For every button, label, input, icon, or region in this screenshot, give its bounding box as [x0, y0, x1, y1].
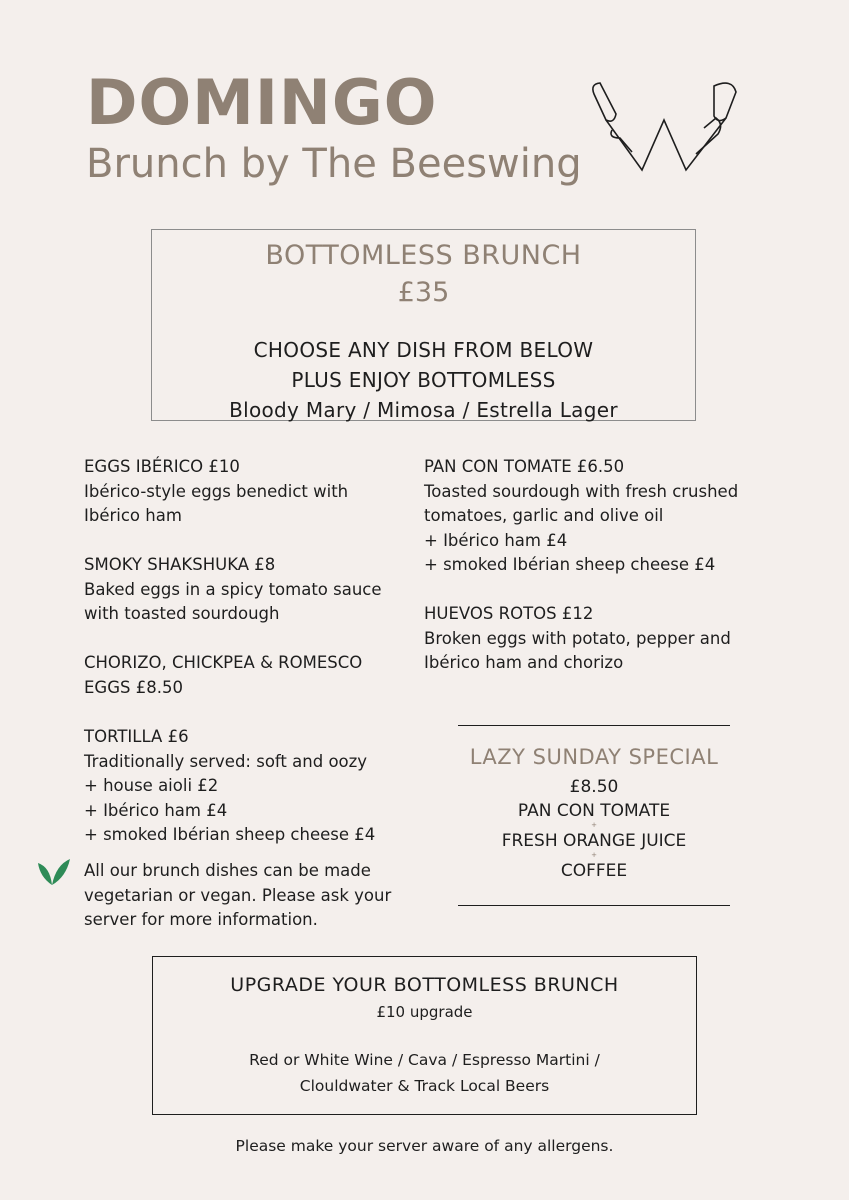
menu-item-eggs-iberico — [84, 455, 348, 529]
bottomless-line: Bloody Mary / Mimosa / Estrella Lager — [229, 398, 618, 422]
menu-item-title: PAN CON TOMATE £6.50 — [424, 457, 625, 476]
bottomless-line: PLUS ENJOY BOTTOMLESS — [291, 368, 556, 392]
bottomless-line: CHOOSE ANY DISH FROM BELOW — [253, 338, 594, 362]
special-item: PAN CON TOMATE — [517, 801, 671, 821]
special-separator: + — [591, 851, 597, 859]
special-divider-top — [458, 725, 730, 726]
special-separator: + — [591, 821, 597, 829]
menu-item-addon: + Ibérico ham £4 — [424, 530, 568, 550]
menu-item-addon: + house aioli £2 — [84, 776, 219, 795]
menu-item-desc: tomatoes, garlic and olive oil — [424, 506, 664, 525]
menu-item-addon: + Ibérico ham £4 — [84, 800, 228, 820]
menu-item-desc: Broken eggs with potato, pepper and — [424, 628, 731, 648]
menu-item-addon: + smoked Ibérian sheep cheese £4 — [424, 555, 716, 574]
special-item: COFFEE — [560, 861, 628, 881]
allergen-footer: Please make your server aware of any allergens. — [235, 1137, 614, 1155]
upgrade-line: Red or White Wine / Cava / Espresso Martini / — [249, 1051, 600, 1069]
upgrade-heading: UPGRADE YOUR BOTTOMLESS BRUNCH — [230, 974, 619, 996]
menu-item-desc: Ibérico-style eggs benedict with — [84, 481, 349, 501]
menu-item-huevos-rotos — [424, 602, 731, 676]
menu-item-desc: with toasted sourdough — [84, 604, 280, 623]
restaurant-subtitle: Brunch by The Beeswing — [86, 141, 582, 187]
menu-item-title: CHORIZO, CHICKPEA & ROMESCO — [84, 653, 363, 672]
vegetarian-note-line: All our brunch dishes can be made — [84, 861, 371, 880]
bottomless-price: £35 — [397, 277, 450, 308]
restaurant-title: DOMINGO — [86, 66, 438, 139]
menu-item-title: SMOKY SHAKSHUKA £8 — [84, 555, 276, 574]
vegetarian-note-line: server for more information. — [84, 910, 318, 929]
menu-item-desc: EGGS £8.50 — [84, 677, 183, 697]
menu-item-title: EGGS IBÉRICO £10 — [84, 457, 240, 476]
special-price: £8.50 — [569, 777, 619, 797]
upgrade-line: Clouldwater & Track Local Beers — [299, 1077, 550, 1095]
leaf-icon — [36, 855, 72, 887]
special-divider-bottom — [458, 905, 730, 906]
lazy-sunday-special — [458, 745, 730, 881]
menu-item-desc: Toasted sourdough with fresh crushed — [424, 481, 739, 501]
special-item: FRESH ORANGE JUICE — [501, 831, 687, 851]
menu-item-addon: + smoked Ibérian sheep cheese £4 — [84, 825, 376, 844]
vegetarian-note — [84, 859, 391, 933]
menu-item-desc: Ibérico ham — [84, 506, 182, 525]
menu-item-smoky-shakshuka — [84, 553, 382, 627]
menu-item-desc: Traditionally served: soft and oozy — [84, 751, 368, 771]
bottomless-brunch-box — [151, 229, 696, 421]
menu-item-chorizo-eggs — [84, 651, 362, 700]
menu-item-title: TORTILLA £6 — [84, 727, 189, 746]
menu-item-tortilla — [84, 725, 375, 848]
menu-item-desc: Ibérico ham and chorizo — [424, 653, 624, 672]
menu-item-pan-con-tomate — [424, 455, 738, 578]
beeswing-logo-icon — [586, 80, 746, 180]
vegetarian-note-line: vegetarian or vegan. Please ask your — [84, 885, 392, 905]
upgrade-price: £10 upgrade — [376, 1003, 473, 1021]
upgrade-box — [152, 956, 697, 1115]
bottomless-heading: BOTTOMLESS BRUNCH — [265, 240, 582, 271]
menu-item-desc: Baked eggs in a spicy tomato sauce — [84, 579, 382, 599]
special-heading: LAZY SUNDAY SPECIAL — [469, 745, 719, 769]
menu-item-title: HUEVOS ROTOS £12 — [424, 604, 594, 623]
